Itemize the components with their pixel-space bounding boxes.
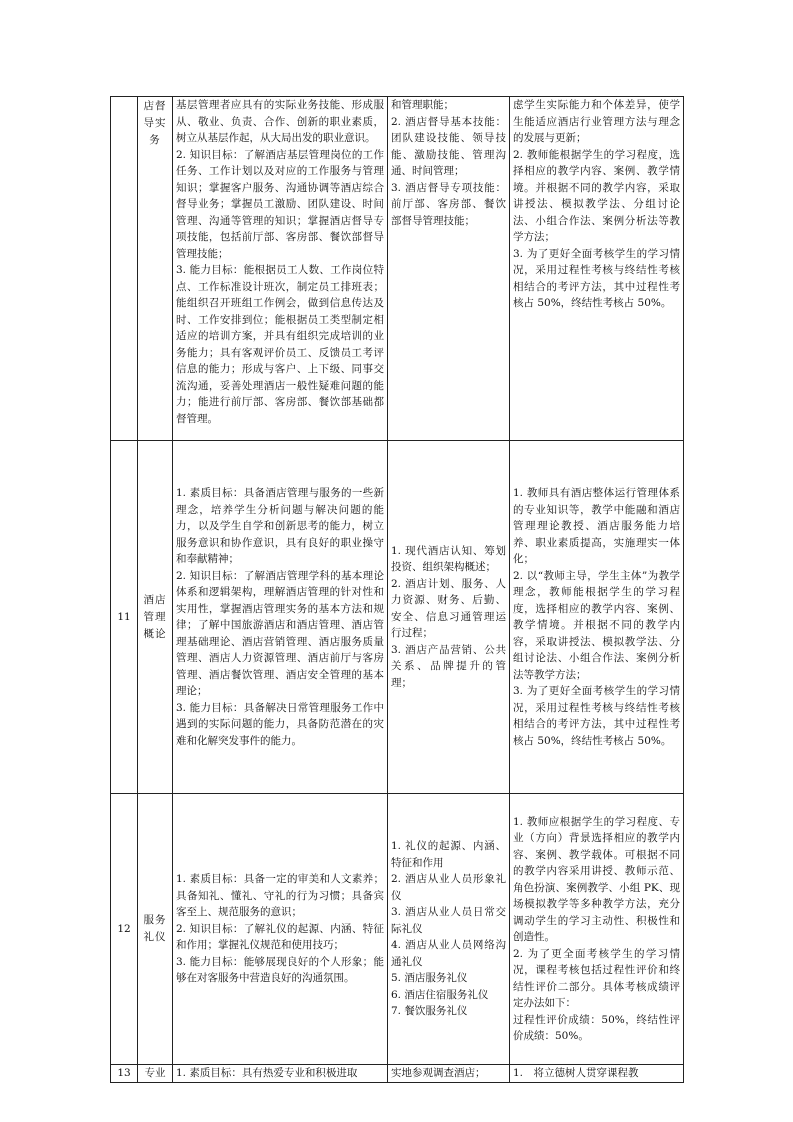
- objectives-cell: [173, 441, 388, 794]
- course-name: 酒店管理概论: [143, 593, 167, 640]
- requirement-item: 3. 为了更好全面考核学生的学习情况，采用过程性考核与终结性考核相结合的考评方法，其中过程性考核占 50%，终结性考核占 50%。: [513, 685, 680, 747]
- content-item: 6. 酒店住宿服务礼仪: [391, 988, 489, 1001]
- course-name: 店督导实务: [143, 100, 167, 146]
- content-item: 实地参观调查酒店；: [391, 1067, 486, 1079]
- course-name-cell: [138, 794, 173, 1065]
- objectives-cell: [173, 1065, 388, 1083]
- objective-item: 2. 知识目标：了解酒店管理学科的基本理论体系和逻辑架构，理解酒店管理的针对性和实用性，掌握酒店管理实务的基本方法和规律；了解中国旅游酒店和酒店管理、酒店管理基础理论、酒店营销管理、酒店服务质量管理、酒店人力资源管理、酒店前厅与客房管理、酒店餐饮管理、酒店安全管理的基本理论；: [176, 569, 384, 697]
- objective-item: 1. 素质目标：具备一定的审美和人文素养；具备知礼、懂礼、守礼的行为习惯；具备宾客至上、规范服务的意识；: [176, 873, 384, 919]
- table-row: [111, 441, 684, 794]
- course-name-cell: [138, 441, 173, 794]
- objectives-cell: [173, 794, 388, 1065]
- requirements-cell: [510, 441, 684, 794]
- content-item: 4. 酒店从业人员网络沟通礼仪: [391, 939, 506, 968]
- content-item: 1. 礼仪的起源、内涵、特征和作用: [391, 840, 506, 869]
- content-cell: [388, 441, 510, 794]
- content-item: 2. 酒店从业人员形象礼仪: [391, 873, 506, 902]
- requirement-item: 3. 为了更好全面考核学生的学习情况，采用过程性考核与终结性考核相结合的考评方法，其中过程性考核占 50%，终结性考核占 50%。: [513, 247, 680, 309]
- objective-item: 1. 素质目标：具备酒店管理与服务的一些新理念，培养学生分析问题与解决问题的能力，以及学生自学和创新思考的能力，树立服务意识和协作意识，具有良好的职业操守和奉献精神；: [176, 487, 384, 565]
- objectives-cell: [173, 97, 388, 441]
- requirement-item: 虑学生实际能力和个体差异，使学生能适应酒店行业管理方法与理念的发展与更新；: [513, 99, 680, 144]
- objective-item: 2. 知识目标：了解礼仪的起源、内涵、特征和作用；掌握礼仪规范和使用技巧；: [176, 922, 384, 952]
- content-item: 5. 酒店服务礼仪: [391, 972, 468, 985]
- content-cell: [388, 794, 510, 1065]
- content-cell: [388, 97, 510, 441]
- row-number: 11: [111, 441, 138, 794]
- objective-item: 3. 能力目标：能够展现良好的个人形象；能够在对客服务中营造良好的沟通氛围。: [176, 955, 384, 985]
- content-item: 3. 酒店督导专项技能：前厅部、客房部、餐饮部督导管理技能；: [391, 181, 506, 227]
- requirement-item: 1. 教师应根据学生的学习程度、专业（方向）背景选择相应的教学内容、案例、教学载体。可根据不同的教学内容采用讲授、教师示范、角色扮演、案例教学、小组 PK、现场模拟教学等多种教学方法，充分调动学生的学习主动性、积极性和创造性。: [513, 815, 680, 943]
- content-item: 7. 餐饮服务礼仪: [391, 1005, 468, 1018]
- table-row: [111, 794, 684, 1065]
- content-item: 2. 酒店督导基本技能：团队建设技能、领导技能、激励技能、管理沟通、时间管理；: [391, 115, 506, 177]
- row-number: 13: [111, 1065, 138, 1083]
- course-name-cell: [138, 1065, 173, 1083]
- row-number: [111, 97, 138, 441]
- objective-item: 3. 能力目标：能根据员工人数、工作岗位特点、工作标准设计班次，制定员工排班表；能组织召开班组工作例会，做到信息传达及时、工作安排到位；能根据员工类型制定相适应的培训方案，并具有组织完成培训的业务能力；具有客观评价员工、反馈员工考评信息的能力；形成与客户、上下级、同事交流沟通，妥善处理酒店一般性疑难问题的能力；能进行前厅部、客房部、餐饮部基础都督管理。: [176, 264, 384, 425]
- course-name: 服务礼仪: [143, 914, 167, 943]
- content-item: 1. 现代酒店认知、筹划投资、组织架构概述；: [391, 544, 506, 574]
- requirement-item: 2. 教师能根据学生的学习程度，选择相应的教学内容、案例、教学情境。并根据不同的教学内容，采取讲授法、模拟教学法、分组讨论法、小组合作法、案例分析法等教学方法；: [513, 148, 680, 243]
- requirement-item: 2. 以“教师主导，学生主体”为教学理念，教师能根据学生的学习程度，选择相应的教学内容、案例、教学情境。并根据不同的教学内容，采取讲授法、模拟教学法、分组讨论法、小组合作法、案例分析法等教学方法；: [513, 569, 680, 681]
- content-item: 3. 酒店从业人员日常交际礼仪: [391, 906, 506, 935]
- requirement-item: 1. 将立德树人贯穿课程教: [513, 1067, 639, 1079]
- content-cell: [388, 1065, 510, 1083]
- content-item: 2. 酒店计划、服务、人力资源、财务、后勤、安全、信息习通管理运行过程；: [391, 577, 506, 640]
- table-row: [111, 97, 684, 441]
- objective-item: 3. 能力目标：具备解决日常管理服务工作中遇到的实际问题的能力，具备防范潜在的灾难和化解突发事件的能力。: [176, 701, 384, 747]
- table-row: [111, 1065, 684, 1083]
- objective-item: 基层管理者应具有的实际业务技能、形成服从、敬业、负责、合作、创新的职业素质，树立从基层作起，从大局出发的职业意识。: [176, 99, 384, 144]
- objective-item: 2. 知识目标：了解酒店基层管理岗位的工作任务、工作计划以及对应的工作服务与管理知识；掌握客户服务、沟通协调等酒店综合督导业务；掌握员工激励、团队建设、时间管理、沟通等管理的知识；掌握酒店督导专项技能，包括前厅部、客房部、餐饮部督导管理技能；: [176, 148, 384, 260]
- requirement-item: 2. 为了更全面考核学生的学习情况，课程考核包括过程性评价和终结性评价二部分。具体考核成绩评定办法如下：: [513, 947, 680, 1009]
- requirement-item: 过程性评价成绩：50%，终结性评价成绩：50%。: [513, 1013, 680, 1042]
- course-name: 专业: [144, 1067, 166, 1079]
- requirements-cell: [510, 794, 684, 1065]
- objective-item: 1. 素质目标：具有热爱专业和积极进取: [176, 1067, 358, 1079]
- requirements-cell: [510, 97, 684, 441]
- content-item: 3. 酒店产品营销、公共关系、品牌提升的管理；: [391, 643, 506, 689]
- requirements-cell: [510, 1065, 684, 1083]
- content-item: 和管理职能；: [391, 99, 454, 111]
- curriculum-table: [110, 96, 684, 1083]
- course-name-cell: [138, 97, 173, 441]
- row-number: 12: [111, 794, 138, 1065]
- requirement-item: 1. 教师具有酒店整体运行管理体系的专业知识等，教学中能融和酒店管理理论教授、酒店服务能力培养、职业素质提高，实施理实一体化；: [513, 487, 680, 565]
